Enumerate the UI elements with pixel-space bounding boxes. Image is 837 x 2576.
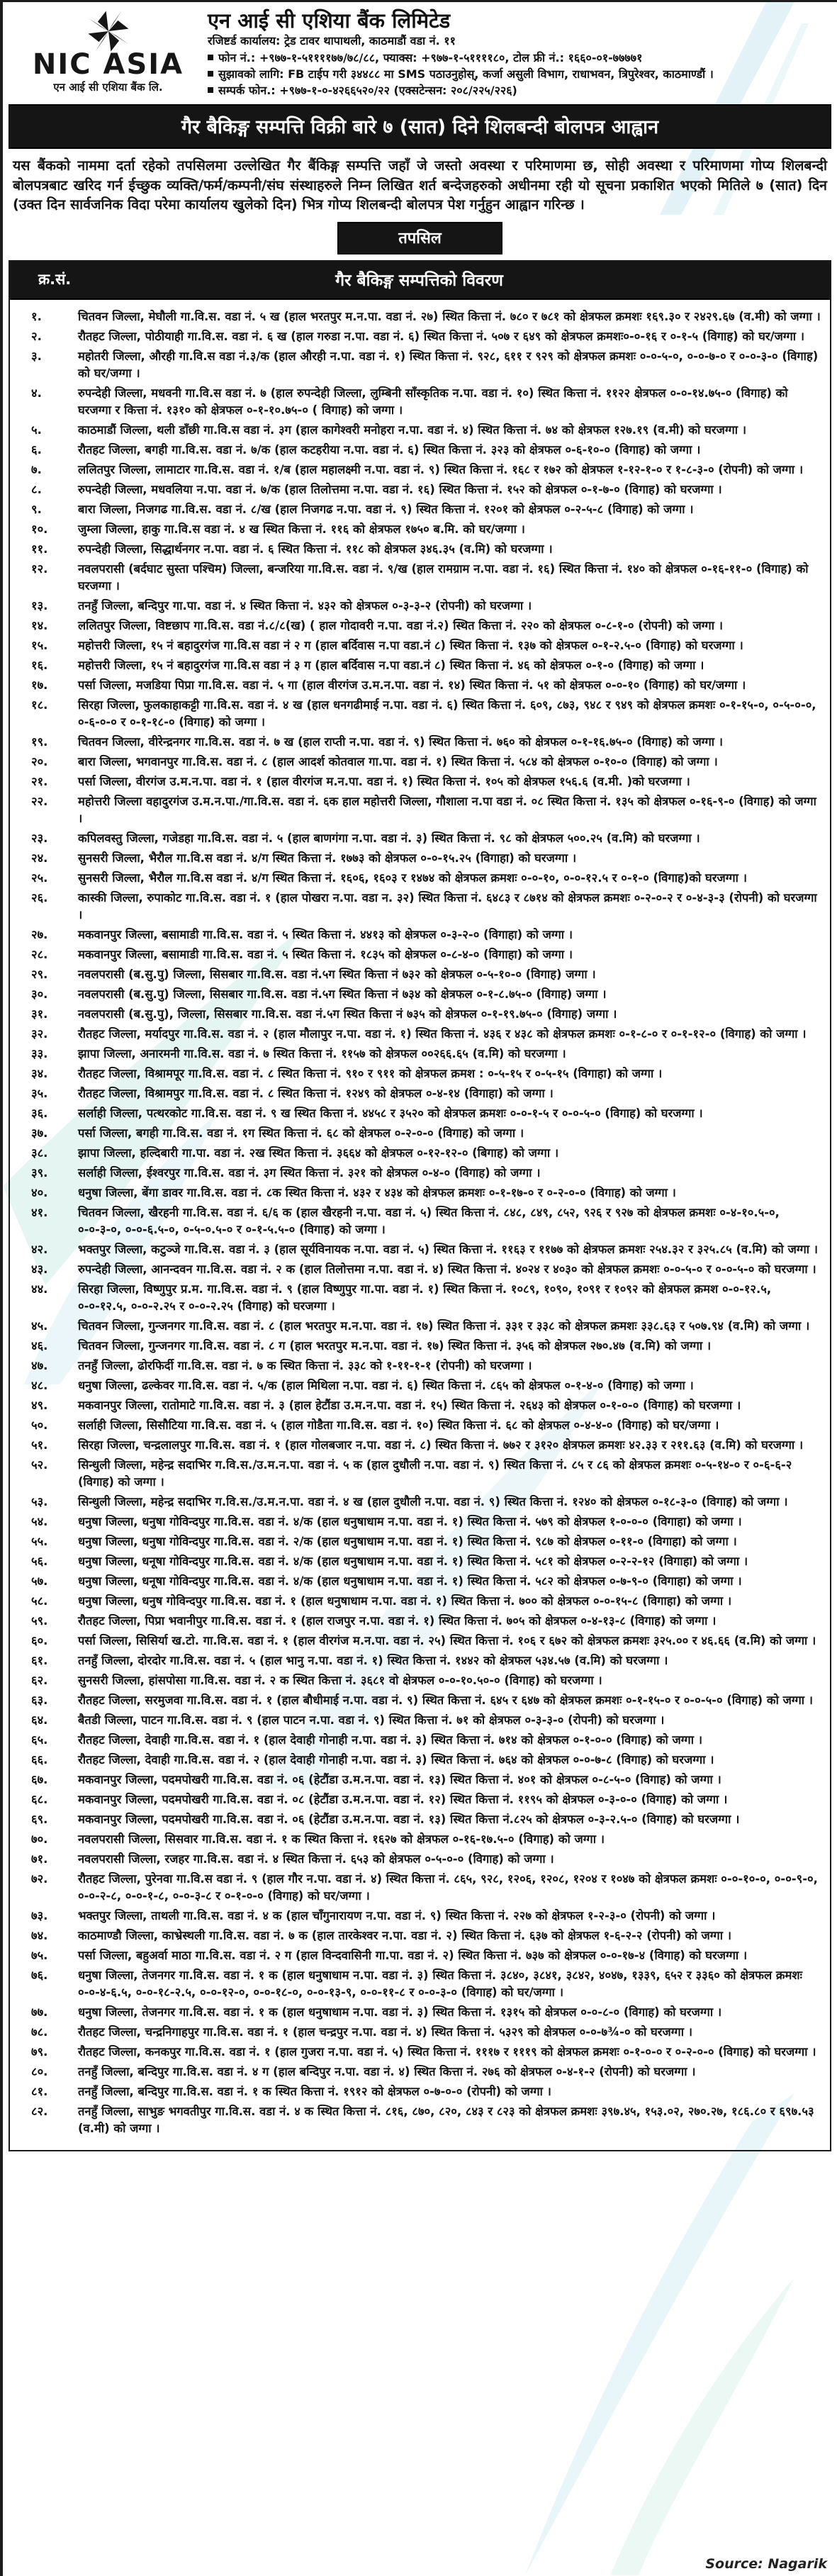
table-row <box>10 541 823 558</box>
notice-intro-paragraph: यस बैंकको नाममा दर्ता रहेको तपसिलमा उल्लेखित गैर बैंकिङ्ग सम्पत्ति जहाँ जे जस्तो अवस्था र परिमाणमा छ, सोही अवस्था र परिमाणमा गोप्य शिलबन्दी बोलपत्रबाट खरिद गर्न ईच्छुक व्यक्ति/फर्म/कम्पनी/संघ संस्थाहरुले निम्न लिखित शर्त बन्देजहरुको अधीनमा रही यो सूचना प्रकाशित भएको मितिले ७ (सात) दिन (उक्त दिन सार्वजनिक विदा परेमा कार्यालय खुलेको दिन) भित्र गोप्य शिलबन्दी बोलपत्र पेश गर्नुहुन आह्वान गरिन्छ । <box>13 157 827 213</box>
row-number: ५८. <box>31 1594 48 1608</box>
bank-name: एन आई सी एशिया बैंक लिमिटेड <box>208 9 451 33</box>
bank-brand-wordmark: NIC ASIA <box>32 48 184 81</box>
row-number: १५. <box>31 639 48 653</box>
row-description: पर्सा जिल्ला, बहुअर्वा माठा गा.वि.स. वडा नं. २ ग (हाल विन्दवासिनी गा.पा. वडा नं. २) स्थित कित्ता नं. ७३७ को क्षेत्रफल ०-०-१७-४ (विगाह) को घरजग्गा । <box>78 1949 748 1963</box>
row-number: १४. <box>31 619 48 633</box>
table-row <box>10 1318 823 1335</box>
table-row <box>10 657 823 674</box>
table-row <box>10 1241 823 1258</box>
row-description: ललितपुर जिल्ला, लामाटार गा.वि.स. वडा नं. १/ब (हाल महालक्ष्मी न.पा. वडा नं. ९) स्थित कित्ता नं. १६८ र १७२ को क्षेत्रफल १-१२-१-० र १-८-३-० (रोपनी) को जग्गा । <box>78 463 804 477</box>
row-description: महोत्तरी जिल्ला वहादुरगंज उ.म.न.पा./गा.वि.स. वडा नं. ६क हाल महोत्तरी जिल्ला, गौशाला न.पा वडा नं. ०८ स्थित कित्ता नं. १३५ को क्षेत्रफल ०-१६-९-० (विगाह) को जग्गा । <box>78 795 816 826</box>
row-description: सिन्धुली जिल्ला, महेन्द्र सदाभिर ग.वि.स./उ.म.न.पा. वडा नं. ४ ख (हाल दुधौली न.पा. वडा नं. ९) स्थित कित्ता नं. १२४० को क्षेत्रफल ०-१८-३-० (विगाह) को जग्गा । <box>78 1495 788 1509</box>
row-description: महोतरी जिल्ला, औरही गा.वि.स वडा नं.३/क (हाल औरही न.पा. वडा नं. १) स्थित कित्ता नं. ९२८, ६११ र ९२९ को क्षेत्रफल क्रमशः ०-०-५-०, ०-०-७-० र ०-०-३-० (विगाह) को घर/जग्गा । <box>78 349 819 381</box>
table-row <box>10 1908 823 1925</box>
row-number: ४३. <box>31 1262 48 1277</box>
tapasil-wrapper <box>7 222 833 254</box>
row-description: रौतहट जिल्ला, मर्यादपुर गा.वि.स. वडा नं. २ (हाल मौलापुर न.पा. वडा नं. १) स्थित कित्ता नं. ४३६ र ४३८ को क्षेत्रफल क्रमशः ०-१-८-० र ०-१-१२-० (विगाह) को जग्गा । <box>78 1027 807 1041</box>
row-number: ७८. <box>31 2025 48 2039</box>
row-description: मकवानपुर जिल्ला, पदमपोखरी गा.वि.स. वडा नं. ०८ (हेटौंडा उ.म.न.पा. वडा नं. १२) स्थित कित्ता नं. ११९५ को क्षेत्रफल ०-३-०-० (विगाह) को जग्गा । <box>78 1793 728 1807</box>
table-row <box>10 461 823 478</box>
row-description: सर्लाही जिल्ला, सिसौटिया गा.वि.स. वडा नं. ५ (हाल गोडैता गा.वि.स. वडा नं. १०) स्थित कित्ता नं. ६८ को क्षेत्रफल ०-४-४-० (विगाह) को घर/जग्गा । <box>78 1418 719 1433</box>
row-number: ६२. <box>31 1674 48 1688</box>
row-number: ५०. <box>31 1418 48 1433</box>
row-description: धनुषा जिल्ला, ढल्केवर गा.वि.स. वडा नं. ५/क (हाल मिथिला न.पा. वडा नं. ६) स्थित कित्ता नं. ८६५ को क्षेत्रफल ०-१-४-० (विगाह) को जग्गा । <box>78 1379 694 1393</box>
table-row <box>10 521 823 538</box>
row-description: रुपन्देही जिल्ला, सिद्धार्थनगर न.पा. वडा नं. ६ स्थित कित्ता नं. ११८ को क्षेत्रफल ३४६.३५ (व.मि) को घरजग्गा । <box>78 542 553 556</box>
row-number: ३२. <box>31 1027 48 1041</box>
row-number: ३४. <box>31 1067 48 1081</box>
row-description: रुपन्देही जिल्ला, मधवलिया न.पा. वडा नं. ७/क (हाल तिलोत्तमा न.पा. वडा नं. १६) स्थित कित्ता नं. १५२ को क्षेत्रफल ०-१-७-० (विगाह) को घरजग्गा । <box>78 483 722 497</box>
row-description: नवलपरासी जिल्ला, रजहर गा.वि.स. वडा नं. ४ स्थित कित्ता नं. ६५३ को क्षेत्रफल ०-५-०-० (विगाह) को जग्गा । <box>78 1852 554 1866</box>
table-row <box>10 1771 823 1788</box>
row-number: १८. <box>31 698 48 712</box>
row-number: ५१. <box>31 1438 48 1452</box>
table-row <box>10 1967 823 2001</box>
table-row <box>10 1046 823 1063</box>
row-number: ५६. <box>31 1555 48 1569</box>
row-description: सिरहा जिल्ला, फुलकाहाकट्टी गा.वि.स. वडा नं. ४ ख (हाल धनगढीमाई न.पा. वडा नं. ६) स्थित कित्ता नं. ६०९, ८७३, ९४८ र ९४९ को क्षेत्रफल क्रमशः ०-१-१५-०, ०-५-०-०, ०-६-०-० र ०-१-१८-० (विगाह) को जग्गा । <box>78 698 816 729</box>
table-row <box>10 1145 823 1162</box>
table-row <box>10 890 823 924</box>
row-number: ७. <box>31 463 42 477</box>
table-row <box>10 442 823 459</box>
square-bullet-icon <box>208 87 213 93</box>
row-number: ७२. <box>31 1872 48 1886</box>
table-row <box>10 1494 823 1511</box>
table-row <box>10 308 823 325</box>
table-row <box>10 1065 823 1082</box>
table-row <box>10 677 823 694</box>
row-number: ६०. <box>31 1634 48 1648</box>
row-number: ४०. <box>31 1186 48 1200</box>
row-number: ६५. <box>31 1733 48 1747</box>
column-header-serial: क्र.सं. <box>38 271 72 289</box>
table-row <box>10 754 823 771</box>
row-number: ४१. <box>31 1206 48 1220</box>
row-description: बारा जिल्ला, भगवानपुर गा.वि.स. वडा नं. ८ (हाल आदर्श कोतवाल गा.पा. वडा नं. १) स्थित कित्ता नं. ५८४ को क्षेत्रफल ०-१०-० (विगाह) को जग्गा । <box>78 755 718 769</box>
row-description: महोत्तरी जिल्ला, १५ नं बहादुरगंज गा.वि.स वडा नं ३ ग (हाल बर्दिवास न.पा वडा.नं ८) स्थित कित्ता नं. ४६ को क्षेत्रफल ०-१-० (विगाह) को जग्गा । <box>78 659 704 673</box>
table-row <box>10 1513 823 1530</box>
table-row <box>10 1261 823 1278</box>
tapasil-label: तपसिल <box>337 222 502 254</box>
row-description: रौतहट जिल्ला, पिप्रा भवानीपुर गा.वि.स. वडा नं. १ (हाल राजपुर न.पा. वडा नं. १) स्थित कित्ता नं. ७०५ को क्षेत्रफल ०-४-१३-८ (विगाह) को जग्गा । <box>78 1614 717 1628</box>
row-number: ४७. <box>31 1359 48 1373</box>
row-number: ७६. <box>31 1969 48 1983</box>
row-number: ५३. <box>31 1495 48 1509</box>
row-description: ललितपुर जिल्ला, विष्टछाप गा.वि.स. वडा नं.८/८(ख) ( हाल गोदावरी न.पा. वडा नं.२) स्थित कित्ता नं. २२० को क्षेत्रफल ०-८-१-० (रोपनी) को जग्गा । <box>78 619 723 633</box>
row-description: काठमाडौं जिल्ला, थली डाँछी गा.वि.स वडा नं. ३ग (हाल कागेश्वरी मनोहरा न.पा. वडा नं. ४) स्थित कित्ता नं. ७४ को क्षेत्रफल १२७.१९ (व.मी) को घरजग्गा । <box>78 423 747 437</box>
row-description: सर्लाही जिल्ला, ईश्वरपुर गा.वि.स. वडा नं. ३ग स्थित कित्ता नं. ३२१ को क्षेत्रफल ०-४-० (विगाह) को जग्गा । <box>78 1166 541 1180</box>
bank-letterhead <box>7 2 833 103</box>
table-row <box>10 501 823 518</box>
table-row <box>10 2004 823 2021</box>
table-row <box>10 598 823 615</box>
row-description: रुपन्देही जिल्ला, मधवनी गा.वि.स वडा नं. ७ (हाल रुपन्देही जिल्ला, लुम्बिनी साँस्कृतिक न.पा. वडा नं. १०) स्थित कित्ता नं. ११२२ क्षेत्रफल ०-०-१४.७५-० (विगाह) को घरजग्गा र कित्ता नं. १३१० को क्षेत्रफल ०-१-१०.७५-० ( विगाह) को जग्गा । <box>78 386 788 418</box>
row-description: नवलपरासी जिल्ला, सिसवार गा.वि.स. वडा नं. १ क स्थित कित्ता नं. १६२७ को क्षेत्रफल ०-१६-१७.५-० (विगाह) को जग्गा । <box>78 1832 605 1847</box>
table-row <box>10 1533 823 1550</box>
row-description: सिरहा जिल्ला, विष्णुपुर प्र.म. गा.वि.स. वडा नं. ९ (हाल विष्णुपुर गा.पा. वडा नं. १) स्थित कित्ता नं. १०८९, १०९०, १०९१ र १०९२ को क्षेत्रफल क्रमश ०-०-१२.५, ०-०-१२.५, ०-०-२.२५ र ०-०-२.२५ (विगाह) को घरजग्गा । <box>78 1282 772 1314</box>
row-description: तनहुँ जिल्ला, बन्दिपुर गा.पा. वडा नं. ४ स्थित कित्ता नं. ४३२ को क्षेत्रफल ०-३-३-२ (रोपनी) को घरजग्गा । <box>78 599 532 613</box>
table-row <box>10 1105 823 1122</box>
table-row <box>10 1871 823 1905</box>
row-number: ४६. <box>31 1339 48 1353</box>
watermark-swoosh-bottom <box>497 2093 794 2575</box>
table-row <box>10 1085 823 1102</box>
row-description: बारा जिल्ला, निजगढ गा.वि.स. वडा नं. ८/ख (हाल निजगढ न.पा. वडा नं. ९) स्थित कित्ता नं. १२०१ को क्षेत्रफल ०-२-५-८ (विगाह) को जग्गा । <box>78 503 694 517</box>
row-number: ७५. <box>31 1949 48 1963</box>
row-number: २२. <box>31 795 48 809</box>
table-row <box>10 561 823 595</box>
row-number: २६. <box>31 891 48 905</box>
table-row <box>10 1006 823 1023</box>
row-number: ८१. <box>31 2085 48 2099</box>
row-description: मकवानपुर जिल्ला, बसामाडी गा.वि.स. वडा नं. ५ स्थित कित्ता नं. १८३५ को क्षेत्रफल ०-८-४-० (विगाहा) को जग्गा । <box>78 948 573 962</box>
row-description: तनहुँ जिल्ला, बन्दिपुर गा.वि.स. वडा नं. १ क स्थित कित्ता नं. १९१२ को क्षेत्रफल ०-७-०-० (रोपनी) को जग्गा । <box>78 2085 551 2099</box>
square-bullet-icon <box>208 71 213 77</box>
table-row <box>10 734 823 751</box>
row-number: ४९. <box>31 1399 48 1413</box>
row-description: नवलपरासी (ब.सु.पु) जिल्ला, सिसबार गा.वि.स. वडा नं.५ग स्थित कित्ता नं ७३२ को क्षेत्रफल ०-५-१०-० (विगाह) जग्गा । <box>78 968 596 982</box>
table-row <box>10 1553 823 1570</box>
table-row <box>10 1692 823 1709</box>
row-number: २७. <box>31 928 48 942</box>
row-number: १९. <box>31 735 48 749</box>
row-number: ९. <box>31 503 42 517</box>
row-number: ६४. <box>31 1713 48 1727</box>
asset-list <box>10 300 830 2150</box>
table-row <box>10 2044 823 2061</box>
row-description: कपिलवस्तु जिल्ला, गजेडहा गा.वि.स. वडा नं. ५ (हाल बाणगंगा न.पा. वडा नं. ३) स्थित कित्ता नं. ९८ को क्षेत्रफल ५००.२५ (व.मि) को घरजग्गा । <box>78 831 700 846</box>
row-description: पर्सा जिल्ला, बगही गा.वि.स. वडा नं. १ग स्थित कित्ता नं. ६८ को क्षेत्रफल ०-२-०-० (विगाह) को जग्गा । <box>78 1126 524 1141</box>
table-row <box>10 1927 823 1944</box>
table-row <box>10 1185 823 1202</box>
table-row <box>10 1437 823 1454</box>
row-number: ८०. <box>31 2065 48 2079</box>
row-number: १३. <box>31 599 48 613</box>
row-number: ६३. <box>31 1693 48 1708</box>
row-number: ७३. <box>31 1909 48 1923</box>
row-number: ३९. <box>31 1166 48 1180</box>
table-row <box>10 1947 823 1964</box>
row-description: धनुषा जिल्ला, धनुष गोविन्दपुर गा.वि.स. वडा नं. १ (हाल धनुषाधाम न.पा. वडा नं. १) स्थित कित्ता नं. ७०० को क्षेत्रफल ०-०-१५-८ (विगाहा) को जग्गा । <box>78 1594 732 1608</box>
row-number: ६७. <box>31 1773 48 1787</box>
suggestion-line <box>208 66 830 82</box>
row-description: कास्की जिल्ला, रुपाकोट गा.वि.स. वडा नं. १ (हाल पोखरा न.पा. वडा न. ३२) स्थित कित्ता नं. ६४८३ र ८७१४ को क्षेत्रफल क्रमशः ०-२-०-२ र ०-४-३-३ (रोपनी) को घरजग्गा । <box>78 891 817 922</box>
row-number: ५४. <box>31 1515 48 1529</box>
row-number: २५. <box>31 871 48 885</box>
table-row <box>10 1851 823 1868</box>
row-description: चितवन जिल्ला, मेघौली गा.वि.स. वडा नं. ५ ख (हाल भरतपुर म.न.पा. वडा नं. २७) स्थित कित्ता नं. ७८० र ७८१ को क्षेत्रफल क्रमशः १६९.३० र २४२९.६७ (व.मी) को जग्गा । <box>78 310 821 324</box>
table-row <box>10 1204 823 1238</box>
row-number: १६. <box>31 659 48 673</box>
row-number: ५९. <box>31 1614 48 1628</box>
table-row <box>10 2103 823 2137</box>
row-number: ३७. <box>31 1126 48 1141</box>
row-description: रौतहट जिल्ला, पुरेनवा गा.वि.स वडा नं. ९ (हाल गौर न.पा. वडा नं. ४) स्थित कित्ता नं. ८६५, ९२८, १२०६, १२०८, १२०४ र १०४७ को क्षेत्रफल क्रमशः ०-०-१०-०, ०-०-९-०, ०-०-२-८, ०-०-१-८, ०-०-३-८ र ०-१-०-० (विगाह) को घर/जग्गा । <box>78 1872 818 1903</box>
table-row <box>10 617 823 634</box>
table-row <box>10 793 823 827</box>
row-description: रौतहट जिल्ला, बगही गा.वि.स. वडा नं. ७/क (हाल कटहरीया न.पा. वडा नं. ६) स्थित कित्ता नं. ३२३ को क्षेत्रफल ०-६-१०-० (विगाह) को जग्गा । <box>78 443 701 457</box>
notice-title: गैर बैकिङ्ग सम्पत्ति विक्री बारे ७ (सात) दिने शिलबन्दी बोलपत्र आह्वान <box>9 104 831 149</box>
bank-logo <box>14 6 202 94</box>
row-description: धनुषा जिल्ला, धनूषा गोविन्दपुर गा.वि.स. वडा नं. ४/क (हाल धनुषाधाम न.पा. वडा नं. १) स्थित कित्ता नं. ५८२ को क्षेत्रफल ०-७-९-० (विगाहा) को जग्गा । <box>78 1574 742 1589</box>
row-number: ४२. <box>31 1243 48 1257</box>
table-row <box>10 697 823 731</box>
table-row <box>10 1732 823 1749</box>
registered-office-line <box>208 33 830 49</box>
row-description: रौतहट जिल्ला, देवाही गा.वि.स. वडा नं. २ (हाल देवाही गोनाही न.पा. वडा नं. ३) स्थित कित्ता नं. ७६४ को क्षेत्रफल ०-०-७-८ (विगाह) को घरजग्गा । <box>78 1753 714 1767</box>
row-number: ३६. <box>31 1107 48 1121</box>
row-number: ५२. <box>31 1458 48 1472</box>
table-row <box>10 1752 823 1769</box>
row-description: रौतहट जिल्ला, विश्रामपुर गा.वि.स. वडा नं. ८ स्थित कित्ता नं. १२४९ को क्षेत्रफल ०-४-१४ (विगाहा) को जग्गा । <box>78 1087 554 1101</box>
row-number: १२. <box>31 562 48 576</box>
row-number: २१. <box>31 775 48 789</box>
row-number: ६८. <box>31 1793 48 1807</box>
row-description: तनहुँ जिल्ला, ढोरफिर्दी गा.वि.स. वडा नं. ७ क स्थित कित्ता नं. ३३८ को १-११-१-१ (रोपनी) को घरजग्गा । <box>78 1359 532 1373</box>
row-number: २४. <box>31 851 48 866</box>
row-description: महोत्तरी जिल्ला, १५ नं बहादुरगंज गा.वि.स वडा नं २ ग (हाल बर्दिवास न.पा वडा.नं ८) स्थित कित्ता नं. १३७ को क्षेत्रफल ०-१-२.५-० (विगाह) को घरजग्गा । <box>78 639 743 653</box>
row-description: रौतहट जिल्ला, चन्द्रनिगाहपुर गा.वि.स. वडा नं. १ (हाल चन्द्रपुर न.पा. वडा नं. ४) स्थित कित्ता नं. ५३२९ को क्षेत्रफल ०-०-७¾-० को घरजग्गा । <box>78 2025 692 2039</box>
row-description: भक्तपुर जिल्ला, कटुञ्जे गा.वि.स. वडा नं. ३ (हाल सूर्यविनायक न.पा. वडा नं. ५) स्थित कित्ता नं. ११६३ र ११७७ को क्षेत्रफल क्रमशः २५४.३२ र ३२५.८५ (व.मि) को जग्गा । <box>78 1243 819 1257</box>
row-description: चितवन जिल्ला, वीरेन्द्रनगर गा.वि.स. वडा नं. ७ ख (हाल राप्ती न.पा. वडा नं. ९) स्थित कित्ता नं. ७६० को क्षेत्रफल ०-१-१६.७५-० (विगाह) को जग्गा । <box>78 735 724 749</box>
table-row <box>10 1573 823 1590</box>
table-row <box>10 1593 823 1610</box>
table-row <box>10 986 823 1003</box>
table-row <box>10 1397 823 1414</box>
row-number: ६. <box>31 443 42 457</box>
row-description: सुनसरी जिल्ला, भैरौल गा.वि.स वडा नं. ४/ग स्थित कित्ता नं. १६०६, १६०३ र १४७४ को क्षेत्रफल क्रमशः ०-०-१०, ०-०-१२.५ र ०-१-० (विगाह)को घरजग्गा । <box>78 871 747 885</box>
row-description: धनुषा जिल्ला, तेजनगर गा.वि.स. वडा नं. १ क (हाल धनुषाधाम न.पा. वडा नं. ३) स्थित कित्ता नं. ३८४०, ३८४१, ३८४२, ४०४७, १३३९, ६५२ र ३३६० को क्षेत्रफल क्रमशः ०-०-४-६.५, ०-०-१८-२.५, ०-०-१२-०, ०-०-१८-०, ०-०-१३-९, ०-०-११-८ र ०-०-३-० (विगाह) को घर/जग्गा । <box>78 1969 802 2000</box>
row-description: रौतहट जिल्ला, पोठीयाही गा.वि.स. वडा नं. ६ ख (हाल गरुडा न.पा. वडा नं. ६) स्थित कित्ता नं. ५०७ र ६४९ को क्षेत्रफल क्रमशः०-०-१६ र ०-१-५ (विगाह) को घर/जग्गा । <box>78 330 805 344</box>
row-description: धनुषा जिल्ला, धनूषा गोविन्दपुर गा.वि.स. वडा नं. ४/क (हाल धनुषाधाम न.पा. वडा नं. १) स्थित कित्ता नं. ५८१ को क्षेत्रफल ०-२-२-१२ (विगाहा) को जग्गा । <box>78 1555 748 1569</box>
row-number: ४४. <box>31 1282 48 1297</box>
row-description: मकवानपुर जिल्ला, पदमपोखरी गा.वि.स. वडा नं. ०६ (हेटौंडा उ.म.न.पा. वडा नं. १३) स्थित कित्ता नं. ४०१ को क्षेत्रफल ०-८-५-० (विगाह) को जग्गा । <box>78 1773 721 1787</box>
table-row <box>10 1377 823 1394</box>
square-bullet-icon <box>208 55 213 60</box>
row-number: ३०. <box>31 987 48 1002</box>
row-description: पर्सा जिल्ला, सिसिर्या ख.टो. गा.वि.स. वडा नं. १ (हाल वीरगंज म.न.पा. वडा नं. २५) स्थित कित्ता नं. १०६ र ६७२ को क्षेत्रफल क्रमशः ३२५.०० र ४६.६६ (व.मि) को जग्गा । <box>78 1634 816 1648</box>
row-description: रौतहट जिल्ला, सरमुजवा गा.वि.स. वडा नं. १ (हाल बौधीमाई न.पा. वडा नं. ९) स्थित कित्ता नं. ६४५ र ६४७ को क्षेत्रफल क्रमशः ०-१-१५-० र ०-०-५-० (विगाह) को जग्गा । <box>78 1693 814 1708</box>
row-description: बैतडी जिल्ला, पाटन गा.वि.स. वडा नं. ९ (हाल पाटन न.पा. वडा नं. ९) स्थित कित्ता नं. ७१ को क्षेत्रफल ०-३-३-० (रोपनी) को घरजग्गा । <box>78 1713 665 1727</box>
row-number: ७९. <box>31 2045 48 2059</box>
row-description: धनुषा जिल्ला, बेंगा डावर गा.वि.स. वडा नं. ८क स्थित कित्ता नं. ४३२ र ४३४ को क्षेत्रफल क्रमशः ०-१-१७-० र ०-२-०-० (विगाह) को जग्गा । <box>78 1186 676 1200</box>
table-row <box>10 2083 823 2100</box>
row-description: नवलपरासी (ब.सु.पु), जिल्ला, सिसबार गा.वि.स. वडा नं.५ग स्थित कित्ता नं ७३५ को क्षेत्रफल ०-१-१९.७५-० (विगाह) जग्गा । <box>78 1007 617 1021</box>
table-row <box>10 1125 823 1142</box>
row-number: १०. <box>31 522 48 537</box>
row-number: १७. <box>31 678 48 693</box>
table-row <box>10 422 823 439</box>
row-number: ८. <box>31 483 42 497</box>
table-row <box>10 1357 823 1374</box>
table-row <box>10 348 823 382</box>
row-description: नवलपरासी (बर्दघाट सुस्ता पश्चिम) जिल्ला, बन्जरिया गा.वि.स. वडा नं. ९/ख (हाल रामग्राम न.पा. वडा नं. १६) स्थित कित्ता नं. १४० को क्षेत्रफल ०-१६-११-० (विगाह) को घरजग्गा । <box>78 562 809 593</box>
phone-line-text: फोन नं.: +९७७-१-५११११७७/७८/८८, फ्याक्स: +९७७-१-५११११८०, टोल फ्री नं.: १६६०-०१-७७७७१ <box>218 50 643 65</box>
row-description: धनुषा जिल्ला, धनुषा गोविन्दपुर गा.वि.स. वडा नं. २/क (हाल धनुषाधाम न.पा. वडा नं. १) स्थित कित्ता नं. ९८७ को क्षेत्रफल ०-११-० (विगाहा) को जग्गा । <box>78 1535 737 1549</box>
row-number: ४८. <box>31 1379 48 1393</box>
suggestion-line-text: सुझावको लागि: FB टाईप गरी ३४४८८ मा SMS पठाउनुहोस्, कर्जा असुली विभाग, राधाभवन, त्रिपुरेश्वर, काठमाण्डौं । <box>218 67 714 81</box>
row-number: ५७. <box>31 1574 48 1589</box>
row-description: मकवानपुर जिल्ला, बसामाडी गा.वि.स. वडा नं. ५ स्थित कित्ता नं. ४४१३ को क्षेत्रफल ०-३-२-० (विगाहा) को जग्गा । <box>78 928 573 942</box>
table-row <box>10 1026 823 1043</box>
row-number: २३. <box>31 831 48 846</box>
table-row <box>10 1652 823 1669</box>
registered-office-text: रजिष्टर्ड कार्यालय: ट्रेड टावर थापाथली, काठमाडौं वडा नं. ११ <box>208 34 456 48</box>
row-description: रौतहट जिल्ला, विश्रामपूर गा.वि.स. वडा नं. ८ स्थित कित्ता नं. ९१० र ९११ को क्षेत्रफल क्रमश : ०-५-१५ र ०-५-१५ (विगाहा) को जग्गा । <box>78 1067 663 1081</box>
table-row <box>10 481 823 498</box>
row-description: चितवन जिल्ला, खैरहनी गा.वि.स. वडा नं. ६/६ क (हाल खैरहनी न.पा. वडा नं. ५) स्थित कित्ता नं. ८४८, ८४९, ८५२, ९२६ र ९२७ को क्षेत्रफल क्रमशः ०-४-१०.५-०, ०-०-३-०, ०-०-६.५-०, ०-५-०.५-० र ०-१-५.५-० (विगाह) को जग्गा । <box>78 1206 780 1237</box>
bank-brand-tagline: एन आई सी एशिया बैंक लि. <box>53 81 163 94</box>
row-description: तनहुँ जिल्ला, दोरदोर गा.वि.स. वडा नं. ५ (हाल भानु न.पा. वडा नं. १) स्थित कित्ता नं. १४४२ को क्षेत्रफल ५३४.५७ (व.मि) को घरजग्गा । <box>78 1654 668 1668</box>
table-row <box>10 773 823 790</box>
row-number: ८२. <box>31 2105 48 2119</box>
row-description: सुनसरी जिल्ला, भैरौल गा.वि.स वडा नं. ४/ग स्थित कित्ता नं. १७७३ को क्षेत्रफल ०-०-१५.२५ (विगाहा) को घरजग्गा । <box>78 851 577 866</box>
row-description: सर्लाही जिल्ला, पत्थरकोट गा.वि.स. वडा नं. ९ ख स्थित कित्ता नं. ४४५८ र ३५२० को क्षेत्रफल क्रमशः ०-०-१-५ र ०-०-५-० (विगाह) को घरजग्गा । <box>78 1107 703 1121</box>
table-row <box>10 1672 823 1689</box>
row-number: ३५. <box>31 1087 48 1101</box>
row-description: सुनसरी जिल्ला, हांसपोसा गा.वि.स. वडा नं. २ क स्थित कित्ता नं. ३६८१ वो क्षेत्रफल ०-०-१०.५०-० (विगाह) को घरजग्गा । <box>78 1674 602 1688</box>
row-description: तनहुँ जिल्ला, साभुङ भगवतीपुर गा.वि.स. वडा नं. ४ क स्थित कित्ता नं. ८१६, ८७०, ८२०, ८४३ र ८२३ को क्षेत्रफल क्रमशः ३९७.४५, १५३.०२, २७०.२७, १८६.८० र ६९७.५३ (व.मी) को जग्गा । <box>78 2105 814 2136</box>
row-description: भक्तपुर जिल्ला, ताथली गा.वि.स. वडा नं. ४ क (हाल चाँगुनारायण न.पा. वडा नं. ९) स्थित कित्ता नं. २२७ को क्षेत्रफल १-२-३-० (रोपनी) को जग्गा । <box>78 1909 716 1923</box>
row-description: पर्सा जिल्ला, मजडिया पिप्रा गा.वि.स. वडा नं. ५ गा (हाल वीरगंज उ.म.न.पा. वडा नं. १४) स्थित कित्ता नं. ५१ को क्षेत्रफल ०-०-१० (विगाह) को घर/जग्गा । <box>78 678 746 693</box>
contact-line <box>208 82 830 99</box>
table-row <box>10 1417 823 1434</box>
row-number: २. <box>31 330 42 344</box>
row-number: ५५. <box>31 1535 48 1549</box>
row-number: ४. <box>31 386 42 401</box>
row-number: २८. <box>31 948 48 962</box>
phone-line <box>208 50 830 66</box>
row-description: रुपन्देही जिल्ला, आनन्दवन गा.वि.स. वडा नं. २ क (हाल तिलोत्तमा न.पा. वडा नं. ४) स्थित कित्ता नं. ४०२४ र ४०३० को क्षेत्रफल क्रमशः ०-०-५-० र ०-०-५-० को घरजग्गा । <box>78 1262 816 1277</box>
row-number: ६९. <box>31 1813 48 1827</box>
row-description: झापा जिल्ला, अनारमनी गा.वि.स. वडा नं. ७ स्थित कित्ता नं. ११५७ को क्षेत्रफल ००२६६.६५ (व.मि) को घरजग्गा । <box>78 1047 566 1061</box>
row-description: मकवानपुर जिल्ला, रातोमाटे गा.वि.स. वडा नं. ३ (हाल हेटौंडा उ.म.न.पा. वडा नं. १५) स्थित कित्ता नं. २६४३ को क्षेत्रफल ०-१-०-० (विगाह) को घरजग्गा । <box>78 1399 741 1413</box>
row-description: धनुषा जिल्ला, धनुषा गोविन्दपुर गा.वि.स. वडा नं. ४/क (हाल धनुषाधाम न.पा. वडा नं. १) स्थित कित्ता नं. ५७९ को क्षेत्रफल १-०-०-० (विगाहा) को जग्गा । <box>78 1515 742 1529</box>
row-number: ३३. <box>31 1047 48 1061</box>
row-number: ७१. <box>31 1852 48 1866</box>
table-row <box>10 385 823 419</box>
row-description: धनुषा जिल्ला, तेजनगर गा.वि.स. वडा नं. १ क (हाल धनुषाधाम न.पा. वडा नं. ३) स्थित कित्ता नं. १३१५ को क्षेत्रफल ०-०-८-० (विगाह) को घरजग्गा । <box>78 2005 722 2020</box>
row-description: नवलपरासी (ब.सु.पु) जिल्ला, सिसबार गा.वि.स. वडा नं.५ग स्थित कित्ता नं ७३४ को क्षेत्रफल ०-१-८.७५-० (विगाह) जग्गा । <box>78 987 607 1002</box>
row-description: काठमाण्डौ जिल्ला, काभ्रेस्थली गा.वि.स. वडा नं. ७ क (हाल तारकेश्वर न.पा. वडा नं. २) स्थित कित्ता नं. ६३७ को क्षेत्रफल १-६-२-२ (रोपनी) को जग्गा । <box>78 1929 731 1943</box>
asset-table <box>9 260 831 2151</box>
table-row <box>10 2024 823 2041</box>
table-row <box>10 870 823 887</box>
row-number: ७०. <box>31 1832 48 1847</box>
row-number: ४५. <box>31 1319 48 1333</box>
row-number: ६६. <box>31 1753 48 1767</box>
table-row <box>10 926 823 943</box>
row-description: रौतहट जिल्ला, देवाही गा.वि.स. वडा नं. १ (हाल देवाही गोनाही न.पा. वडा नं. ३) स्थित कित्ता नं. ७१४ को क्षेत्रफल ०-१-०-० (विगाह) को जग्गा । <box>78 1733 702 1747</box>
row-number: ३८. <box>31 1146 48 1160</box>
table-row <box>10 328 823 345</box>
bank-contact-block <box>202 6 830 99</box>
row-description: पर्सा जिल्ला, वीरगंज उ.म.न.पा. वडा नं. १ (हाल वीरगंज म.न.पा. वडा नं. १) स्थित कित्ता नं. १०५ को क्षेत्रफल १५६.६ (व.मी. )को घरजग्गा । <box>78 775 690 789</box>
table-row <box>10 1613 823 1630</box>
row-number: ३. <box>31 349 42 364</box>
row-description: रौतहट जिल्ला, कनकपुर गा.वि.स. वडा नं. १ (हाल गुजरा न.पा. वडा नं. ५) स्थित कित्ता नं. १११७ र १११९ को क्षेत्रफल क्रमशः ०-१-०-० र ०-२-०-० (विगाह) को घरजग्गा । <box>78 2045 816 2059</box>
row-description: सिन्धुली जिल्ला, महेन्द्र सदाभिर ग.वि.स./उ.म.न.पा. वडा नं. ५ क (हाल दुधौली न.पा. वडा नं. ९) स्थित कित्ता नं. ८५ र ८६ को क्षेत्रफल क्रमशः ०-५-१४-० र ०-६-६-२ (विगाह) को जग्गा । <box>78 1458 792 1489</box>
row-description: चितवन जिल्ला, गुन्जनगर गा.वि.स. वडा नं. ८ ग (हाल भरतपुर म.न.पा. वडा नं. १७) स्थित कित्ता नं. ३५६ को क्षेत्रफल २७०.४७ (व.मि) को जग्गा । <box>78 1339 712 1353</box>
table-row <box>10 946 823 963</box>
row-number: २९. <box>31 968 48 982</box>
row-number: ६१. <box>31 1654 48 1668</box>
row-number: ७७. <box>31 2005 48 2020</box>
row-number: ३१. <box>31 1007 48 1021</box>
row-number: ११. <box>31 542 48 556</box>
column-header-description: गैर बैकिङ्ग सम्पत्तिको विवरण <box>335 271 503 291</box>
table-row <box>10 1633 823 1650</box>
table-row <box>10 1165 823 1182</box>
table-row <box>10 850 823 867</box>
contact-line-text: सम्पर्क फोन.: +९७७-१-०-४२६६५२०/२२ (एक्सटेन्सन: २०८/२२५/२२६) <box>218 83 517 97</box>
table-row <box>10 1831 823 1848</box>
nic-asia-pinwheel-icon <box>79 9 138 53</box>
row-description: झापा जिल्ला, हल्दिबारी गा.पा. वडा नं. २ख स्थित कित्ता नं. ३६६४ को क्षेत्रफल ०-१२-१२-० (बिगाह) को जग्गा । <box>78 1146 559 1160</box>
row-number: ५. <box>31 423 42 437</box>
row-number: ७४. <box>31 1929 48 1943</box>
row-number: २०. <box>31 755 48 769</box>
row-description: मकवानपुर जिल्ला, पदमपोखरी गा.वि.स. वडा नं. ०६ (हेटौंडा उ.म.न.पा. वडा नं. १३) स्थित कित्ता नं.८२५ को क्षेत्रफल ०-३-२.५-० (विगाह) को घरजग्गा । <box>78 1813 740 1827</box>
table-row <box>10 1811 823 1828</box>
table-row <box>10 1281 823 1315</box>
table-row <box>10 1791 823 1808</box>
row-description: जुम्ला जिल्ला, हाकु गा.वि.स वडा नं. ४ ख स्थित कित्ता नं. ११६ को क्षेत्रफल १७५० ब.मि. को घर/जग्गा । <box>78 522 525 537</box>
row-description: सिरहा जिल्ला, चन्द्रलालपुर गा.वि.स. वडा नं. १ (हाल गोलबजार न.पा. वडा नं. ८) स्थित कित्ता नं. ७७२ र ३१२० क्षेत्रफल क्रमशः ४२.३३ र २११.६३ (व.मि) को घरजग्गा । <box>78 1438 804 1452</box>
table-row <box>10 2063 823 2081</box>
table-row <box>10 1712 823 1729</box>
asset-table-header <box>10 262 830 300</box>
row-description: तनहुँ जिल्ला, बन्दिपुर गा.वि.स. वडा नं. ४ ग (हाल बन्दिपुर न.पा. वडा नं. ४) स्थित कित्ता नं. २७६ को क्षेत्रफल ०-४-१-२ (रोपनी) को घरजग्गा । <box>78 2065 696 2079</box>
table-row <box>10 1457 823 1491</box>
table-row <box>10 1338 823 1355</box>
table-row <box>10 966 823 983</box>
table-row <box>10 830 823 847</box>
row-description: चितवन जिल्ला, गुन्जनगर गा.वि.स. वडा नं. ८ (हाल भरतपुर म.न.पा. वडा नं. १७) स्थित कित्ता नं. ३३१ र ३३८ को क्षेत्रफल क्रमशः ३३८.६३ र ५०७.९४ (व.मि) को जग्गा । <box>78 1319 810 1333</box>
source-credit: Source: Nagarik <box>705 2556 827 2572</box>
row-number: १. <box>31 310 42 324</box>
table-row <box>10 637 823 654</box>
